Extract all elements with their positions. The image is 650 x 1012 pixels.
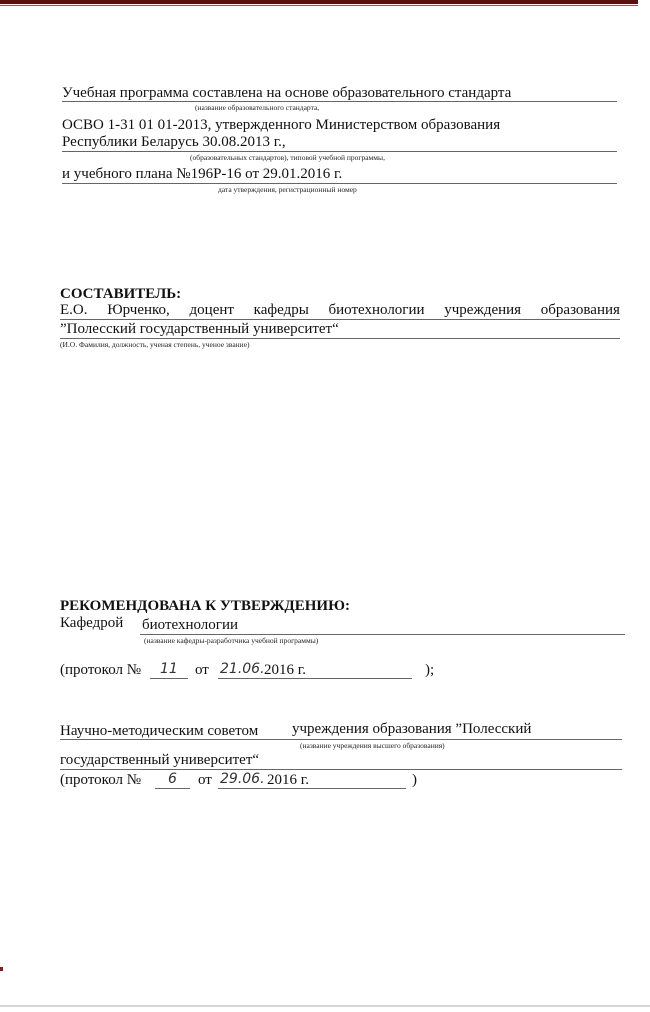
author-word: Юрченко, bbox=[107, 302, 170, 318]
council-rule-2 bbox=[60, 769, 622, 770]
protocol2-number: 6 bbox=[168, 771, 177, 787]
author-rule-2 bbox=[60, 338, 620, 339]
header-bar-accent bbox=[0, 5, 638, 6]
protocol-date-handwritten: 21.06. bbox=[220, 661, 265, 677]
scan-mark bbox=[0, 967, 3, 971]
basis-line-3: Республики Беларусь 30.08.2013 г., bbox=[62, 134, 286, 150]
protocol-number: 11 bbox=[160, 661, 178, 677]
protocol2-end: ) bbox=[412, 772, 417, 788]
author-word: доцент bbox=[189, 302, 234, 318]
protocol2-from: от bbox=[198, 772, 212, 788]
author-word: Е.О. bbox=[60, 302, 88, 318]
protocol2-label: (протокол № bbox=[60, 772, 142, 788]
footer-rule bbox=[0, 1005, 650, 1007]
author-heading: СОСТАВИТЕЛЬ: bbox=[60, 286, 182, 302]
protocol2-year: 2016 г. bbox=[267, 772, 309, 788]
dept-rule bbox=[140, 634, 625, 635]
council-rule-1 bbox=[60, 739, 622, 740]
author-word: кафедры bbox=[253, 302, 309, 318]
author-line-2: ”Полесский государственный университет“ bbox=[60, 321, 339, 337]
council-hint: (название учреждения высшего образования) bbox=[300, 741, 445, 750]
basis-line-4: и учебного плана №196Р-16 от 29.01.2016 г. bbox=[62, 166, 343, 182]
basis-hint-2: (образовательных стандартов), типовой учебной программы, bbox=[190, 153, 385, 162]
protocol-end: ); bbox=[425, 662, 435, 678]
author-word: образования bbox=[540, 302, 620, 318]
author-rule-1 bbox=[60, 319, 620, 320]
basis-rule-2 bbox=[62, 151, 617, 152]
dept-hint: (название кафедры-разработчика учебной программы) bbox=[144, 636, 319, 645]
protocol-year: 2016 г. bbox=[264, 662, 306, 678]
author-line-1 bbox=[60, 302, 620, 319]
council-label: Научно-методическим советом bbox=[60, 723, 259, 739]
protocol2-date-rule bbox=[218, 788, 406, 789]
basis-hint-1: (название образовательного стандарта, bbox=[195, 103, 320, 112]
protocol-number-rule bbox=[150, 678, 188, 679]
author-word: учреждения bbox=[444, 302, 522, 318]
council-line-2: государственный университет“ bbox=[60, 752, 260, 768]
dept-value: биотехнологии bbox=[142, 617, 238, 633]
basis-hint-3: дата утверждения, регистрационный номер bbox=[218, 185, 357, 194]
author-hint: (И.О. Фамилия, должность, ученая степень, ученое звание) bbox=[60, 340, 250, 349]
protocol-date-rule bbox=[218, 678, 412, 679]
protocol-label: (протокол № bbox=[60, 662, 142, 678]
protocol2-number-rule bbox=[155, 788, 190, 789]
header-bar bbox=[0, 0, 638, 4]
basis-line-2: ОСВО 1-31 01 01-2013, утвержденного Министерством образования bbox=[62, 117, 501, 133]
basis-line-1: Учебная программа составлена на основе образовательного стандарта bbox=[62, 85, 512, 101]
protocol-from: от bbox=[195, 662, 209, 678]
dept-label: Кафедрой bbox=[60, 615, 124, 631]
basis-rule-1 bbox=[62, 101, 617, 102]
basis-rule-3 bbox=[62, 183, 617, 184]
recommend-heading: РЕКОМЕНДОВАНА К УТВЕРЖДЕНИЮ: bbox=[60, 598, 350, 614]
council-value: учреждения образования ”Полесский bbox=[292, 721, 532, 737]
protocol2-date-handwritten: 29.06. bbox=[220, 771, 265, 787]
author-word: биотехнологии bbox=[328, 302, 425, 318]
